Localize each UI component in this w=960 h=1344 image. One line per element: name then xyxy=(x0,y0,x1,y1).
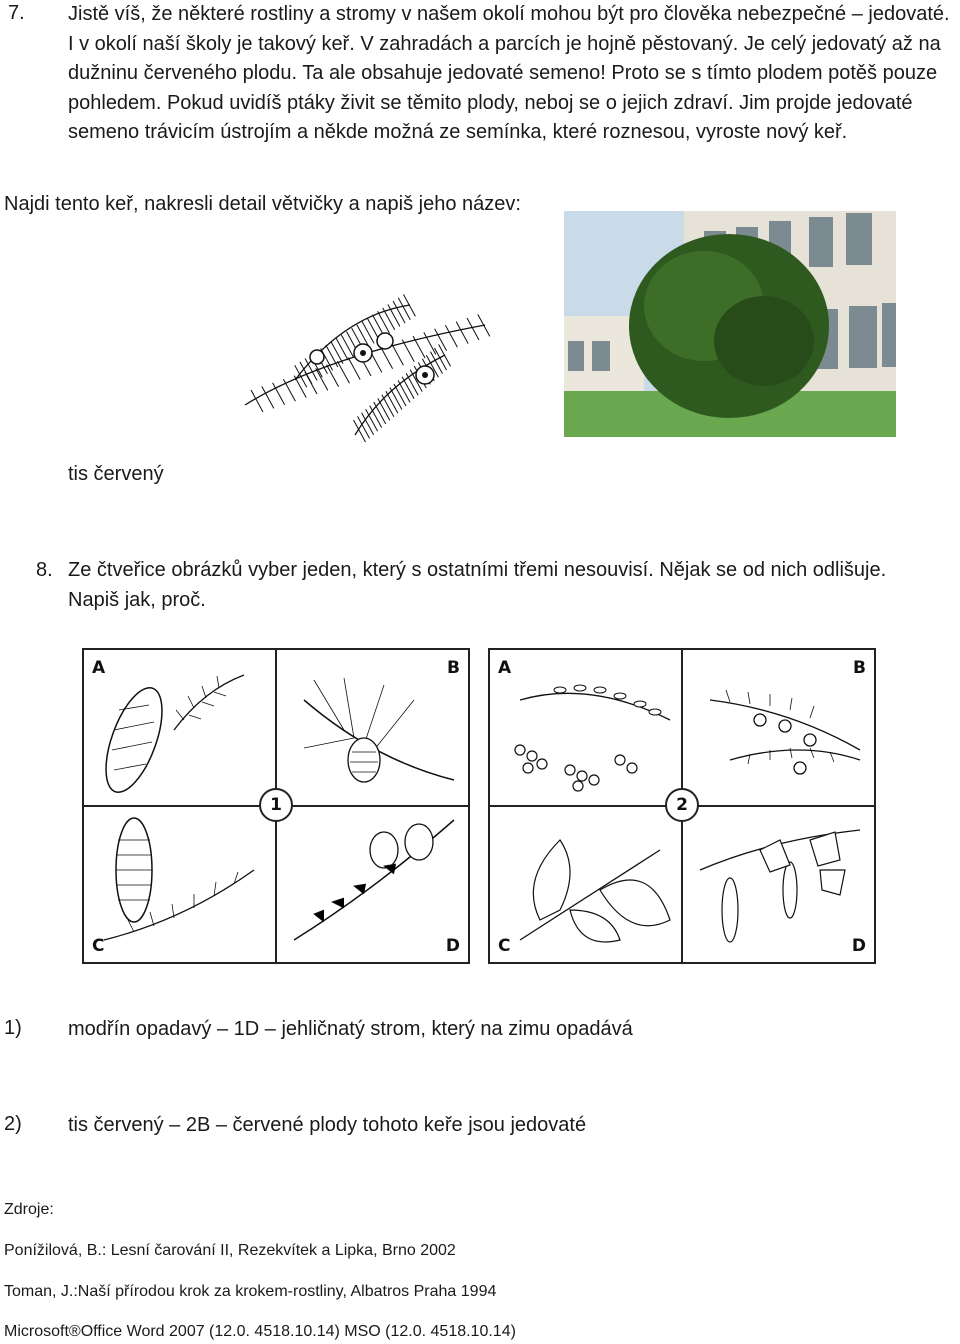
answer-1-text: modřín opadavý – 1D – jehličnatý strom, který na zimu opadává xyxy=(68,1018,633,1040)
source-item-1: Ponížilová, B.: Lesní čarování II, Rezekvítek a Lipka, Brno 2002 xyxy=(4,1242,456,1259)
task-7-instruction: Najdi tento keř, nakresli detail větvičky a napiš jeho název: xyxy=(4,193,521,215)
source-item-2: Toman, J.:Naší přírodou krok za krokem-rostliny, Albatros Praha 1994 xyxy=(4,1283,497,1300)
rowan-drawing xyxy=(500,660,675,800)
pine-branch-drawing xyxy=(284,660,459,800)
yew-bush-photo xyxy=(564,211,896,437)
grid1-letter-c: C xyxy=(92,936,105,956)
task-7-number: 7. xyxy=(8,2,25,24)
grid1-number: 1 xyxy=(259,788,293,822)
grid2-letter-d: D xyxy=(851,936,866,956)
fir-cone-drawing xyxy=(94,810,264,950)
yew-branch-drawing xyxy=(235,285,495,460)
grid1-letter-a: A xyxy=(92,658,106,678)
answer-2-text: tis červený – 2B – červené plody tohoto keře jsou jedovaté xyxy=(68,1114,587,1136)
grid2-letter-a: A xyxy=(498,658,512,678)
grid2-letter-c: C xyxy=(498,936,511,956)
answer-2-number: 2) xyxy=(4,1113,22,1135)
larch-branch-drawing xyxy=(284,810,459,950)
grid1-letter-b: B xyxy=(447,658,460,678)
picture-grid-1 xyxy=(82,648,470,964)
beech-drawing xyxy=(500,810,675,950)
grid1-letter-d: D xyxy=(445,936,460,956)
picture-grid-2 xyxy=(488,648,876,964)
answer-1-number: 1) xyxy=(4,1017,22,1039)
grid2-letter-b: B xyxy=(853,658,866,678)
task-7-answer: tis červený xyxy=(68,463,164,485)
birch-drawing xyxy=(690,810,865,950)
yew-small-drawing xyxy=(690,660,865,800)
grid2-number: 2 xyxy=(665,788,699,822)
task-8-text: Ze čtveřice obrázků vyber jeden, který s ostatními třemi nesouvisí. Nějak se od nich odlišuje. Napiš jak, proč. xyxy=(68,559,887,611)
task-8-number: 8. xyxy=(36,559,53,581)
sources-label: Zdroje: xyxy=(4,1201,54,1218)
task-7-text: Jistě víš, že některé rostliny a stromy v našem okolí mohou být pro člověka nebezpečné – jedovaté. I v okolí naší školy je takový keř. V zahradách a parcích je hojně pěstovaný. Je celý jedovatý až na dužninu červeného plodu. Ta ale obsahuje jedovaté semeno! Proto se s tímto plodem potěš pouze pohledem. Pokud uvidíš ptáky živit se těmito plody, neboj se o jejich zdraví. Jim projde jedovaté semeno trávicím ústrojím a někde možná ze semínka, které roznesou, vyroste nový keř. xyxy=(68,3,950,143)
spruce-cone-drawing xyxy=(94,660,264,800)
footer-software: Microsoft®Office Word 2007 (12.0. 4518.10.14) MSO (12.0. 4518.10.14) xyxy=(4,1323,516,1340)
